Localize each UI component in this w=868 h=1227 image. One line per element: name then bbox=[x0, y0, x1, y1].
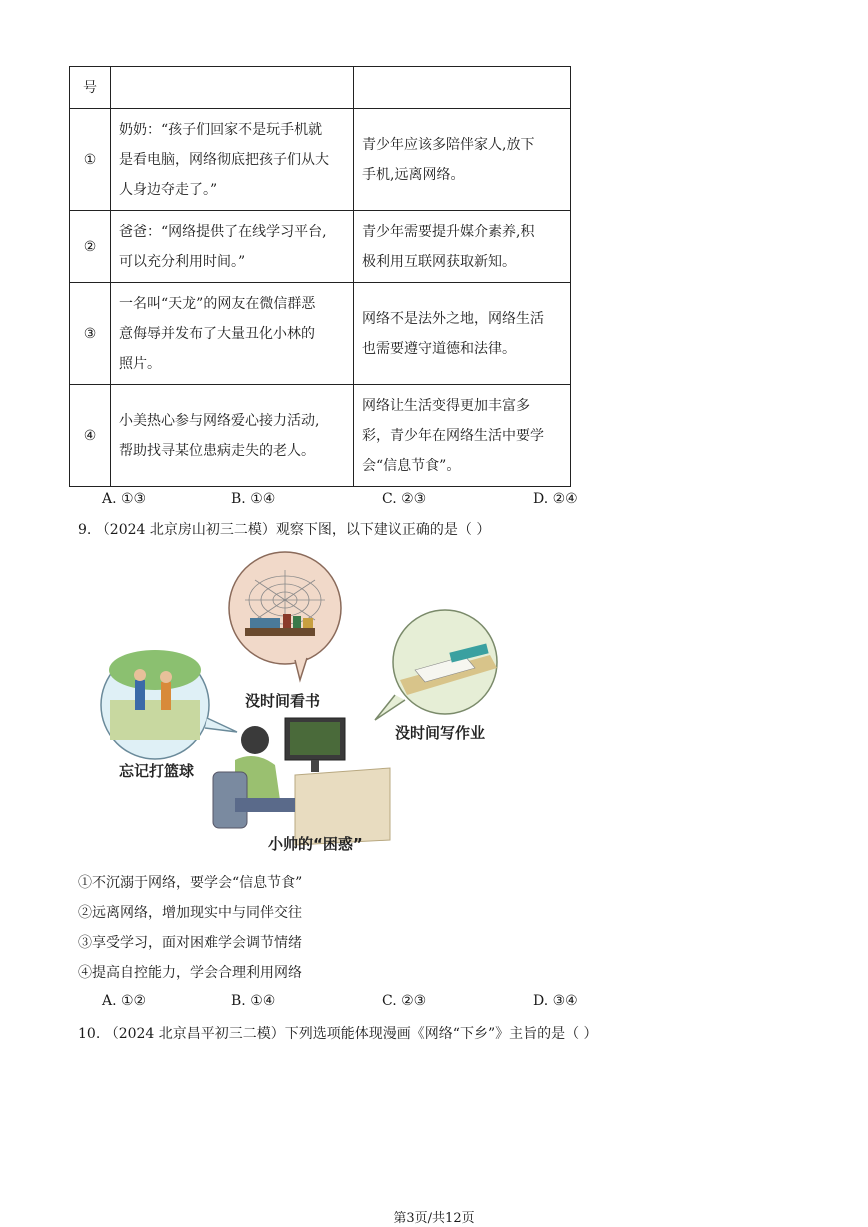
view-cell bbox=[354, 283, 571, 385]
statement-2: ②远离网络，增加现实中与同伴交往 bbox=[78, 905, 302, 921]
cell-line: 会“信息节食”。 bbox=[362, 457, 461, 474]
books-cobweb-bubble bbox=[229, 552, 341, 680]
option-a: A. ①③ bbox=[102, 491, 147, 507]
table-header-row bbox=[70, 67, 571, 109]
table-row bbox=[70, 283, 571, 385]
caption-homework: 没时间写作业 bbox=[395, 724, 486, 742]
material-cell bbox=[111, 211, 354, 283]
cell-line: 爸爸：“网络提供了在线学习平台, bbox=[119, 223, 327, 240]
cell-line: 青少年需要提升媒介素养,积 bbox=[362, 223, 535, 240]
option-a: A. ①② bbox=[102, 993, 147, 1009]
statement-3: ③享受学习，面对困难学会调节情绪 bbox=[78, 935, 302, 951]
table-header-cell bbox=[111, 67, 354, 109]
cell-line: 也需要遵守道德和法律。 bbox=[362, 340, 516, 357]
table-row bbox=[70, 109, 571, 211]
option-c: C. ②③ bbox=[382, 993, 427, 1009]
cell-line: 一名叫“天龙”的网友在微信群恶 bbox=[119, 295, 316, 312]
statement-1: ①不沉溺于网络，要学会“信息节食” bbox=[78, 875, 303, 891]
cell-line: 彩，青少年在网络生活中要学 bbox=[362, 427, 544, 444]
caption-basketball: 忘记打篮球 bbox=[119, 762, 195, 780]
row-number: ① bbox=[70, 109, 111, 211]
cell-line: 手机,远离网络。 bbox=[362, 166, 465, 183]
material-cell bbox=[111, 385, 354, 487]
table-row bbox=[70, 211, 571, 283]
q9-stem: 9. （2024 北京房山初三二模）观察下图，以下建议正确的是（ ） bbox=[78, 522, 491, 538]
homework-bubble bbox=[375, 610, 497, 720]
cell-line: 青少年应该多陪伴家人,放下 bbox=[362, 136, 535, 153]
caption-title: 小帅的“困惑” bbox=[268, 835, 363, 853]
q8-options bbox=[0, 491, 868, 511]
cell-line: 网络不是法外之地，网络生活 bbox=[362, 310, 544, 327]
view-cell bbox=[354, 385, 571, 487]
cell-line: 网络让生活变得更加丰富多 bbox=[362, 397, 530, 414]
boy-at-computer bbox=[213, 718, 390, 845]
option-c: C. ②③ bbox=[382, 491, 427, 507]
view-cell bbox=[354, 109, 571, 211]
cell-line: 小美热心参与网络爱心接力活动, bbox=[119, 412, 320, 429]
caption-book: 没时间看书 bbox=[245, 692, 321, 710]
basketball-bubble bbox=[101, 650, 237, 759]
cell-line: 奶奶：“孩子们回家不是玩手机就 bbox=[119, 121, 323, 138]
option-b: B. ①④ bbox=[231, 993, 276, 1009]
cell-line: 是看电脑，网络彻底把孩子们从大 bbox=[119, 151, 329, 168]
cell-line: 可以充分利用时间。” bbox=[119, 253, 246, 270]
row-number: ③ bbox=[70, 283, 111, 385]
statement-4: ④提高自控能力，学会合理利用网络 bbox=[78, 965, 302, 981]
cell-line: 照片。 bbox=[119, 355, 161, 372]
material-cell bbox=[111, 109, 354, 211]
q10-stem: 10. （2024 北京昌平初三二模）下列选项能体现漫画《网络“下乡”》主旨的是（ ） bbox=[78, 1026, 598, 1042]
cell-line: 极利用互联网获取新知。 bbox=[362, 253, 516, 270]
cell-line: 人身边夺走了。” bbox=[119, 181, 218, 198]
table-header-cell: 号 bbox=[70, 67, 111, 109]
row-number: ② bbox=[70, 211, 111, 283]
cell-line: 帮助找寻某位患病走失的老人。 bbox=[119, 442, 315, 459]
option-b: B. ①④ bbox=[231, 491, 276, 507]
table-row bbox=[70, 385, 571, 487]
row-number: ④ bbox=[70, 385, 111, 487]
page-footer: 第3页/共12页 bbox=[393, 1211, 475, 1226]
option-d: D. ③④ bbox=[533, 993, 578, 1009]
option-d: D. ②④ bbox=[533, 491, 578, 507]
cell-line: 意侮辱并发布了大量丑化小林的 bbox=[119, 325, 315, 342]
material-cell bbox=[111, 283, 354, 385]
q8-table bbox=[69, 66, 571, 487]
table-header-cell bbox=[354, 67, 571, 109]
view-cell bbox=[354, 211, 571, 283]
q9-options bbox=[0, 993, 868, 1013]
